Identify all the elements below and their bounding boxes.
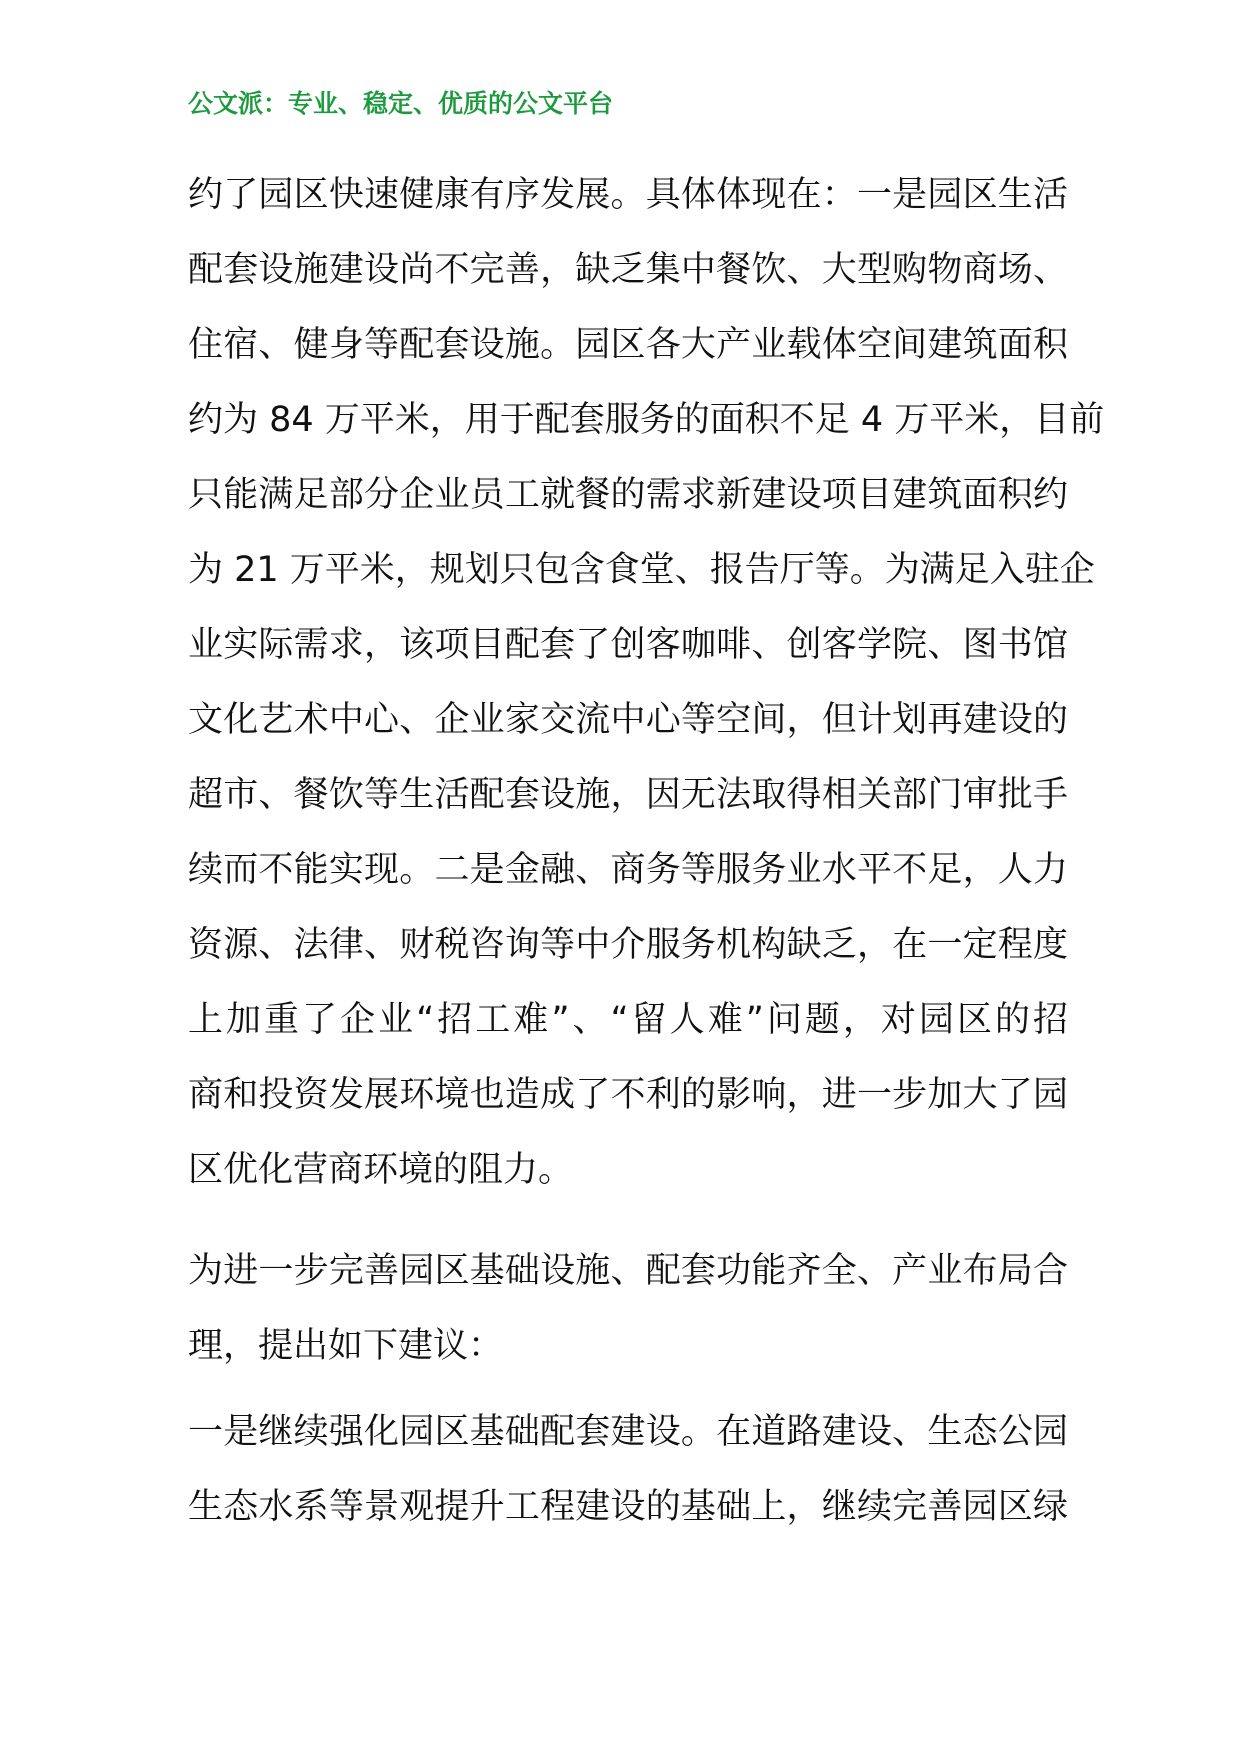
text-line: 配套设施建设尚不完善，缺乏集中餐饮、大型购物商场、 <box>188 250 1068 290</box>
text-line: 为 21 万平米，规划只包含食堂、报告厅等。为满足入驻企 <box>188 550 1095 590</box>
text-line: 约了园区快速健康有序发展。具体体现在：一是园区生活 <box>188 175 1068 215</box>
text-line: 住宿、健身等配套设施。园区各大产业载体空间建筑面积 <box>188 325 1068 365</box>
text-line: 理，提出如下建议： <box>188 1326 504 1366</box>
text-line: 超市、餐饮等生活配套设施，因无法取得相关部门审批手 <box>188 775 1068 815</box>
paragraph-1 <box>188 158 1105 1208</box>
text-line: 上加重了企业“招工难”、“留人难”问题，对园区的招 <box>188 1000 1068 1040</box>
text-line: 续而不能实现。二是金融、商务等服务业水平不足，人力 <box>188 850 1068 890</box>
text-line: 只能满足部分企业员工就餐的需求新建设项目建筑面积约 <box>188 475 1068 515</box>
text-line: 商和投资发展环境也造成了不利的影响，进一步加大了园 <box>188 1075 1068 1115</box>
paragraph-3 <box>188 1395 1068 1545</box>
text-line: 为进一步完善园区基础设施、配套功能齐全、产业布局合 <box>188 1251 1068 1291</box>
text-line: 一是继续强化园区基础配套建设。在道路建设、生态公园 <box>188 1412 1068 1452</box>
text-line: 文化艺术中心、企业家交流中心等空间，但计划再建设的 <box>188 700 1068 740</box>
paragraph-2 <box>188 1234 1068 1384</box>
text-line: 生态水系等景观提升工程建设的基础上，继续完善园区绿 <box>188 1487 1068 1527</box>
text-line: 资源、法律、财税咨询等中介服务机构缺乏，在一定程度 <box>188 925 1068 965</box>
page-header: 公文派：专业、稳定、优质的公文平台 <box>188 89 614 118</box>
text-line: 区优化营商环境的阻力。 <box>188 1150 574 1190</box>
text-line: 约为 84 万平米，用于配套服务的面积不足 4 万平米，目前 <box>188 400 1105 440</box>
text-line: 业实际需求，该项目配套了创客咖啡、创客学院、图书馆 <box>188 625 1068 665</box>
